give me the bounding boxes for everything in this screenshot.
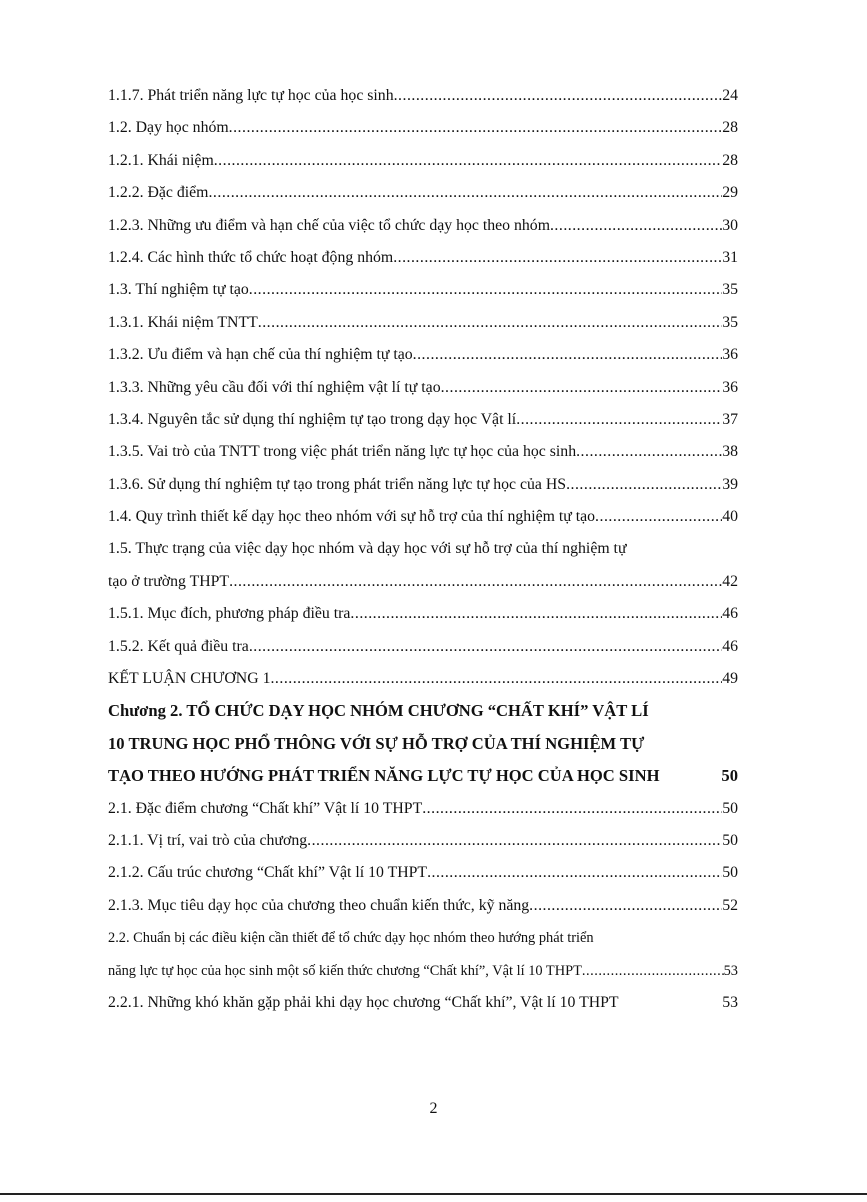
toc-dot-leader xyxy=(582,955,724,987)
toc-entry-title: 1.3.2. Ưu điểm và hạn chế của thí nghiệm tự tạo xyxy=(108,346,413,364)
toc-entry xyxy=(108,857,738,889)
toc-dot-leader xyxy=(516,404,722,436)
toc-entry-title: 2.1. Đặc điểm chương “Chất khí” Vật lí 10 THPT xyxy=(108,799,423,817)
toc-entry xyxy=(108,566,738,598)
toc-entry-title: 1.3.6. Sử dụng thí nghiệm tự tạo trong phát triển năng lực tự học của HS xyxy=(108,475,567,493)
toc-entry-title: 1.2.1. Khái niệm xyxy=(108,151,214,169)
toc-dot-leader xyxy=(393,242,722,274)
toc-entry-page: 50 xyxy=(722,831,738,849)
toc-dot-leader xyxy=(529,890,722,922)
toc-entry xyxy=(108,274,738,306)
toc-dot-leader xyxy=(307,825,722,857)
toc-entry-page: 29 xyxy=(722,184,738,202)
toc-entry-title: TẠO THEO HƯỚNG PHÁT TRIỂN NĂNG LỰC TỰ HỌC CỦA HỌC SINH xyxy=(108,766,660,786)
toc-entry-title: 1.5. Thực trạng của việc dạy học nhóm và dạy học với sự hỗ trợ của thí nghiệm tự xyxy=(108,540,627,558)
toc-dot-leader xyxy=(427,857,722,889)
toc-entry-page: 36 xyxy=(722,378,738,396)
toc-entry xyxy=(108,728,738,760)
toc-dot-leader xyxy=(550,210,722,242)
toc-entry-page: 46 xyxy=(722,637,738,655)
toc-entry-title: 10 TRUNG HỌC PHỔ THÔNG VỚI SỰ HỖ TRỢ CỦA THÍ NGHIỆM TỰ xyxy=(108,733,645,753)
toc-entry-title: 1.4. Quy trình thiết kế dạy học theo nhóm với sự hỗ trợ của thí nghiệm tự tạo xyxy=(108,508,596,526)
toc-dot-leader xyxy=(350,598,722,630)
toc-dot-leader xyxy=(249,274,722,306)
toc-entry xyxy=(108,145,738,177)
toc-dot-leader xyxy=(249,631,722,663)
toc-entry-title: 1.3.1. Khái niệm TNTT xyxy=(108,313,258,331)
toc-entry-page: 37 xyxy=(722,410,738,428)
toc-entry-title: 1.3. Thí nghiệm tự tạo xyxy=(108,281,249,299)
toc-entry-page: 52 xyxy=(722,896,738,914)
toc-entry-page: 42 xyxy=(722,572,738,590)
toc-entry-page: 49 xyxy=(722,670,738,688)
toc-entry-page: 30 xyxy=(722,216,738,234)
toc-dot-leader xyxy=(576,436,722,468)
toc-entry-title: năng lực tự học của học sinh một số kiến thức chương “Chất khí”, Vật lí 10 THPT xyxy=(108,962,582,979)
toc-entry-title: 1.5.2. Kết quả điều tra xyxy=(108,637,249,655)
toc-dot-leader xyxy=(394,80,723,112)
toc-entry xyxy=(108,955,738,987)
toc-entry-title: 1.1.7. Phát triển năng lực tự học của học sinh xyxy=(108,87,394,104)
toc-entry-page: 40 xyxy=(722,508,738,526)
toc-entry-page: 50 xyxy=(721,766,738,786)
bottom-border xyxy=(0,1193,867,1195)
toc-entry-page: 31 xyxy=(722,248,738,266)
toc-entry xyxy=(108,890,738,922)
toc-entry-title: Chương 2. TỔ CHỨC DẠY HỌC NHÓM CHƯƠNG “CHẤT KHÍ” VẬT LÍ xyxy=(108,701,649,721)
toc-entry xyxy=(108,112,738,144)
toc-entry-title: 2.2.1. Những khó khăn gặp phải khi dạy học chương “Chất khí”, Vật lí 10 THPT xyxy=(108,993,619,1011)
page-number: 2 xyxy=(429,1100,438,1117)
toc-entry-title: KẾT LUẬN CHƯƠNG 1 xyxy=(108,670,271,688)
toc-entry-title: 2.2. Chuẩn bị các điều kiện cần thiết để tổ chức dạy học nhóm theo hướng phát triển xyxy=(108,930,594,947)
toc-entry-title: tạo ở trường THPT xyxy=(108,572,230,590)
toc-entry-page: 35 xyxy=(722,313,738,331)
toc-entry xyxy=(108,177,738,209)
toc-entry xyxy=(108,695,738,727)
toc-entry xyxy=(108,987,738,1019)
toc-dot-leader xyxy=(413,339,723,371)
toc-entry-title: 1.2.4. Các hình thức tổ chức hoạt động nhóm xyxy=(108,248,394,266)
toc-entry-title: 1.3.4. Nguyên tắc sử dụng thí nghiệm tự tạo trong dạy học Vật lí xyxy=(108,410,517,428)
toc-dot-leader xyxy=(441,372,723,404)
toc-entry xyxy=(108,793,738,825)
toc-dot-leader xyxy=(270,663,722,695)
toc-entry-page: 53 xyxy=(722,993,738,1011)
toc-dot-leader xyxy=(229,112,723,144)
toc-entry xyxy=(108,501,738,533)
toc-entry xyxy=(108,339,738,371)
toc-dot-leader xyxy=(214,145,722,177)
toc-entry xyxy=(108,922,738,954)
toc-dot-leader xyxy=(208,177,722,209)
toc-entry xyxy=(108,372,738,404)
toc-entry-page: 36 xyxy=(722,346,738,364)
toc-entry xyxy=(108,404,738,436)
toc-entry-title: 1.2.2. Đặc điểm xyxy=(108,184,209,202)
toc-entry xyxy=(108,631,738,663)
toc-entry xyxy=(108,242,738,274)
toc-entry-title: 1.2.3. Những ưu điểm và hạn chế của việc tổ chức dạy học theo nhóm xyxy=(108,216,550,234)
toc-entry-page: 28 xyxy=(722,119,738,137)
toc-dot-leader xyxy=(595,501,722,533)
toc-entry-title: 1.2. Dạy học nhóm xyxy=(108,119,229,137)
toc-entry xyxy=(108,825,738,857)
toc-dot-leader xyxy=(258,307,722,339)
toc-entry xyxy=(108,307,738,339)
toc-entry-page: 28 xyxy=(722,151,738,169)
toc-entry xyxy=(108,663,738,695)
toc-entry-page: 50 xyxy=(722,799,738,817)
toc-dot-leader xyxy=(422,793,722,825)
toc-entry-page: 50 xyxy=(722,864,738,882)
toc-entry-page: 53 xyxy=(723,962,738,979)
toc-entry-title: 2.1.1. Vị trí, vai trò của chương xyxy=(108,831,308,849)
toc-entry-page: 35 xyxy=(722,281,738,299)
toc-entry-title: 1.3.3. Những yêu cầu đối với thí nghiệm vật lí tự tạo xyxy=(108,378,441,396)
toc-entry xyxy=(108,469,738,501)
toc-dot-leader xyxy=(229,566,722,598)
toc-entry xyxy=(108,533,738,565)
toc-entry-title: 1.5.1. Mục đích, phương pháp điều tra xyxy=(108,605,351,623)
toc-dot-leader xyxy=(566,469,722,501)
toc-entry-page: 46 xyxy=(722,605,738,623)
table-of-contents xyxy=(108,80,738,1019)
toc-entry-page: 24 xyxy=(722,87,738,104)
toc-entry xyxy=(108,760,738,792)
toc-entry-title: 2.1.3. Mục tiêu dạy học của chương theo chuẩn kiến thức, kỹ năng xyxy=(108,896,530,914)
toc-entry-page: 38 xyxy=(722,443,738,461)
toc-entry-title: 2.1.2. Cấu trúc chương “Chất khí” Vật lí 10 THPT xyxy=(108,864,428,882)
toc-entry-title: 1.3.5. Vai trò của TNTT trong việc phát triển năng lực tự học của học sinh xyxy=(108,443,577,461)
toc-entry xyxy=(108,80,738,112)
toc-entry xyxy=(108,210,738,242)
toc-entry xyxy=(108,436,738,468)
toc-entry xyxy=(108,598,738,630)
toc-entry-page: 39 xyxy=(722,475,738,493)
